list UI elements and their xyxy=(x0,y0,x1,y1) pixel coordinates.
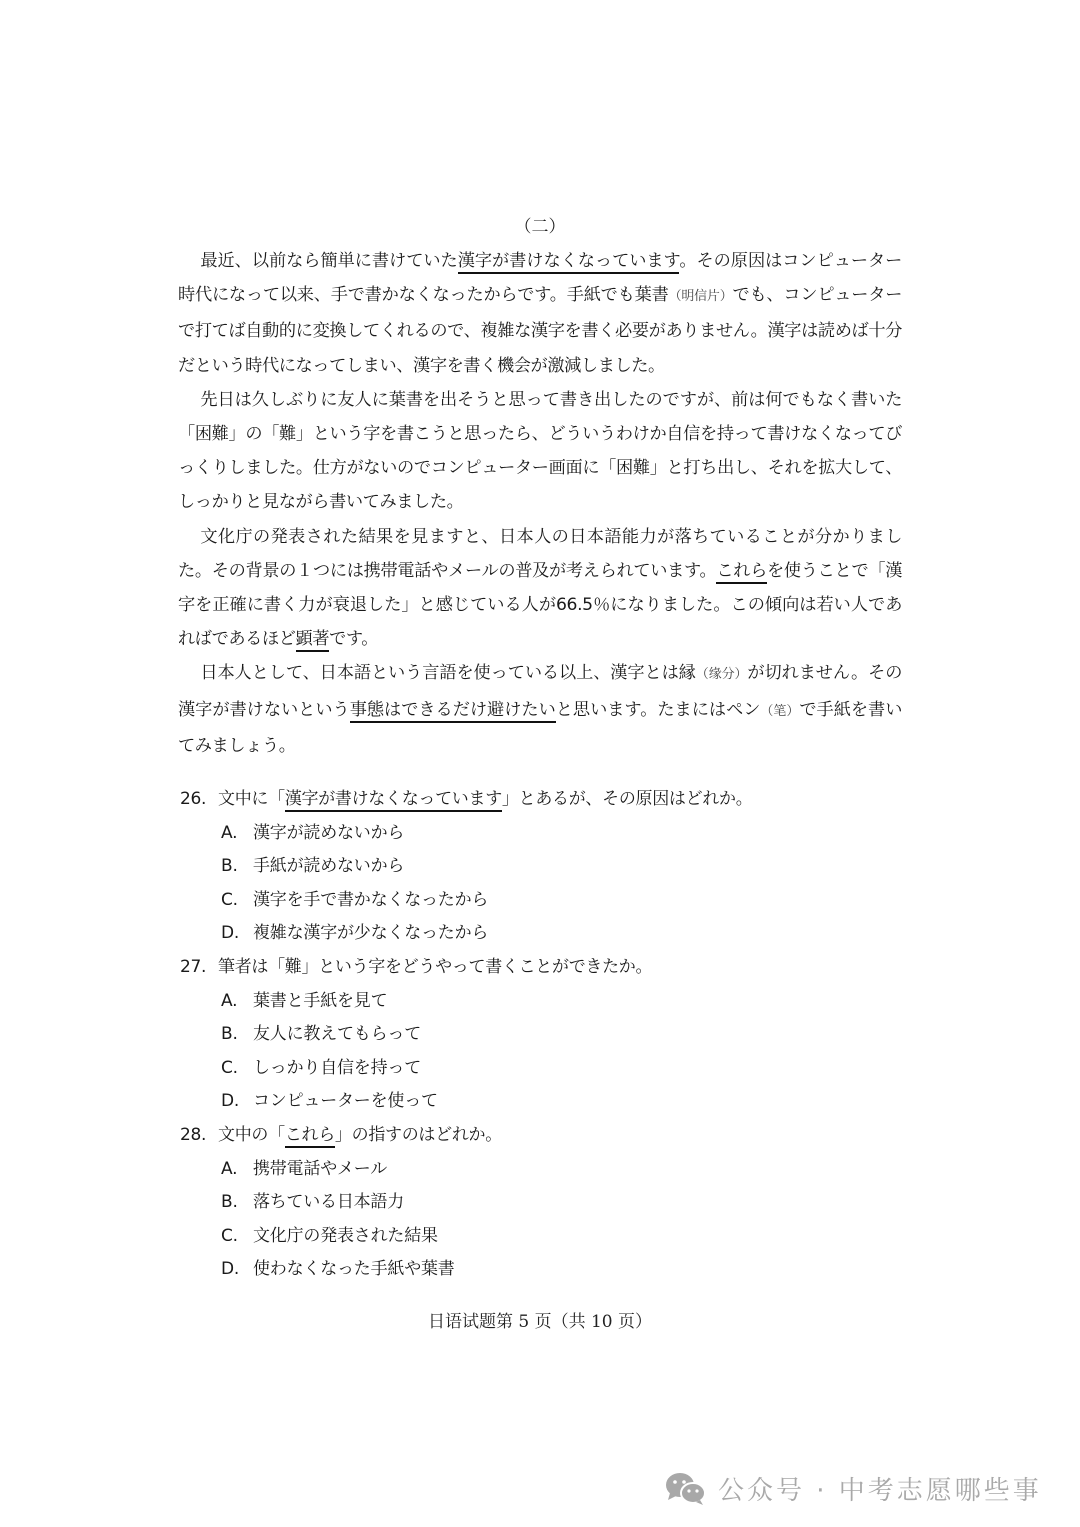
option-letter: A. xyxy=(221,822,238,843)
question-26 xyxy=(180,783,900,951)
option-d xyxy=(180,1085,900,1119)
underlined-phrase: 顕著 xyxy=(296,629,330,652)
text: で手紙を書いてみましょう。 xyxy=(178,699,902,756)
text: を使うことで「漢字を正確に書く力が衰退した」と感じている人が66.5％になりました。この傾向は若い人であればであるほど xyxy=(178,560,902,650)
option-b xyxy=(180,1186,900,1220)
option-c xyxy=(180,1052,900,1086)
text: 筆者は「難」という字をどうやって書くことができたか。 xyxy=(218,956,653,977)
option-letter: C. xyxy=(221,889,238,910)
page-footer: 日语试题第 5 页（共 10 页） xyxy=(427,1312,653,1332)
paragraph-4 xyxy=(178,656,902,763)
paragraph-1 xyxy=(178,244,902,383)
option-d xyxy=(180,917,900,951)
option-b xyxy=(180,850,900,884)
text: 最近、以前なら簡単に書けていた xyxy=(200,251,458,271)
option-letter: D. xyxy=(221,1259,240,1280)
text: 。その原因はコンピューター時代になって以来、手で書かなくなったからです。手紙でも葉書 xyxy=(178,251,902,306)
question-stem xyxy=(180,783,900,817)
watermark-text: 公众号 · 中考志愿哪些事 xyxy=(718,1476,1042,1506)
option-text: 文化庁の発表された結果 xyxy=(253,1225,438,1246)
underlined-phrase: これら xyxy=(285,1125,335,1148)
option-text: 葉書と手紙を見て xyxy=(253,990,388,1011)
paragraph-3 xyxy=(178,520,902,657)
option-letter: A. xyxy=(221,1158,238,1179)
text: が切れません。その漢字が書けないという xyxy=(178,663,903,720)
option-text: 複雑な漢字が少なくなったから xyxy=(253,923,489,944)
option-letter: D. xyxy=(221,1091,240,1112)
underlined-phrase: これら xyxy=(716,561,767,584)
option-letter: B. xyxy=(221,1024,238,1045)
option-b xyxy=(180,1018,900,1052)
text: 」の指すのはどれか。 xyxy=(334,1124,502,1145)
option-letter: B. xyxy=(221,856,238,877)
annotation: （明信片） xyxy=(668,289,733,305)
option-a xyxy=(180,985,900,1019)
option-letter: A. xyxy=(221,990,238,1011)
option-a xyxy=(180,1153,900,1187)
text: です。 xyxy=(329,629,379,650)
option-text: しっかり自信を持って xyxy=(253,1057,421,1078)
option-letter: C. xyxy=(221,1057,238,1078)
option-text: コンピューターを使って xyxy=(253,1091,438,1112)
option-letter: D. xyxy=(221,923,240,944)
text: 」とあるが、その原因はどれか。 xyxy=(501,789,753,809)
question-list xyxy=(180,783,900,1287)
option-letter: C. xyxy=(221,1225,238,1246)
annotation: （笔） xyxy=(760,703,800,719)
text: 文化庁の発表された結果を見ますと、日本人の日本語能力が落ちていることが分かりました。その背景の１つには携帯電話やメールの普及が考えられています。 xyxy=(178,526,902,581)
question-number: 26. xyxy=(180,789,207,809)
question-number: 28. xyxy=(180,1124,207,1145)
option-text: 漢字が読めないから xyxy=(253,822,405,843)
wechat-icon xyxy=(664,1471,708,1507)
question-27 xyxy=(180,951,900,1119)
option-text: 友人に教えてもらって xyxy=(253,1024,421,1045)
text: 文中の「 xyxy=(218,1124,285,1145)
watermark xyxy=(664,1470,1042,1507)
option-letter: B. xyxy=(221,1192,238,1213)
option-c xyxy=(180,884,900,918)
text: 文中に「 xyxy=(218,789,285,809)
question-stem xyxy=(180,951,900,985)
paragraph-2: 先日は久しぶりに友人に葉書を出そうと思って書き出したのですが、前は何でもなく書いた「困難」の「難」という字を書こうと思ったら、どういうわけか自信を持って書けなくなってびっくりしました。仕方がないのでコンピューター画面に「困難」と打ち出し、それを拡大して、しっかりと見ながら書いてみました。 xyxy=(178,389,902,513)
text: 日本人として、日本語という言語を使っている以上、漢字とは縁 xyxy=(200,663,696,684)
annotation: （缘分） xyxy=(695,667,748,683)
option-text: 手紙が読めないから xyxy=(253,856,405,877)
option-a xyxy=(180,817,900,851)
text: と思います。たまにはペン xyxy=(555,699,761,720)
option-text: 漢字を手で書かなくなったから xyxy=(253,889,489,910)
underlined-phrase: 漢字が書けなくなっています xyxy=(458,251,680,274)
option-d xyxy=(180,1253,900,1287)
question-28 xyxy=(180,1119,900,1287)
question-number: 27. xyxy=(180,956,207,977)
option-text: 携帯電話やメール xyxy=(253,1158,388,1179)
reading-passage xyxy=(178,244,902,763)
option-c xyxy=(180,1220,900,1254)
section-title: （二） xyxy=(514,217,566,237)
underlined-phrase: 事態はできるだけ避けたい xyxy=(350,700,556,723)
question-stem xyxy=(180,1119,900,1153)
option-text: 使わなくなった手紙や葉書 xyxy=(253,1259,455,1280)
option-text: 落ちている日本語力 xyxy=(253,1192,405,1213)
underlined-phrase: 漢字が書けなくなっています xyxy=(285,789,502,812)
text: でも、コンピューターで打てば自動的に変換してくれるので、複雑な漢字を書く必要がありません。漢字は読めば十分だという時代になってしまい、漢字を書く機会が激減しました。 xyxy=(178,285,902,376)
